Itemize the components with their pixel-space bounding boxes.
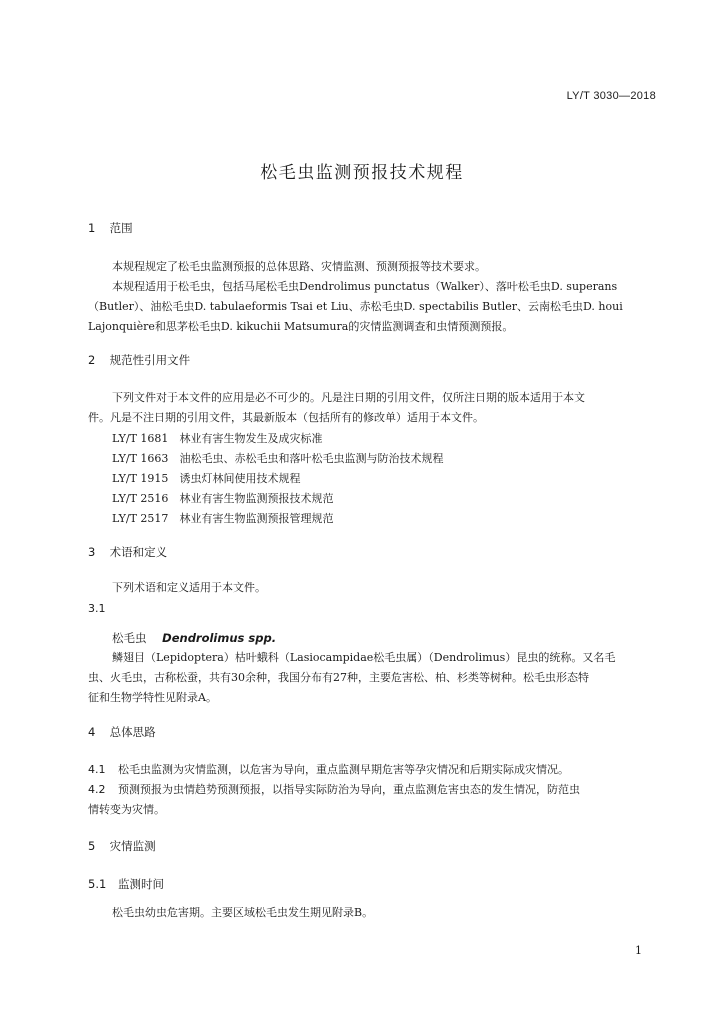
paragraph-line: （Butler）、油松毛虫D. tabulaeformis Tsai et Liu、赤松毛虫D. spectabilis Butler、云南松毛虫D. houi <box>88 300 623 313</box>
standard-code: LY/T 3030—2018 <box>566 90 656 102</box>
section-2-heading <box>88 352 190 368</box>
clause-text: 松毛虫监测为灾情监测，以危害为导向，重点监测早期危害等孕灾情况和后期实际成灾情况。 <box>118 763 569 776</box>
section-number: 4 <box>88 725 96 739</box>
section-number: 3 <box>88 545 96 559</box>
paragraph-line: 松毛虫幼虫危害期。主要区域松毛虫发生期见附录B。 <box>112 906 374 919</box>
section-number: 5 <box>88 839 96 853</box>
reference-item <box>112 430 323 446</box>
page-number: 1 <box>635 944 642 957</box>
reference-code: LY/T 1915 <box>112 472 169 485</box>
clause-4-2 <box>88 780 658 800</box>
document-title: 松毛虫监测预报技术规程 <box>260 163 464 183</box>
reference-code: LY/T 2516 <box>112 492 169 505</box>
subsection-number: 5.1 <box>88 877 107 891</box>
paragraph-line: 下列文件对于本文件的应用是必不可少的。凡是注日期的引用文件，仅所注日期的版本适用于本文 <box>112 391 585 404</box>
reference-title: 诱虫灯林间使用技术规程 <box>179 472 301 485</box>
section-5-body <box>88 903 658 923</box>
term-latin: Dendrolimus spp. <box>162 631 277 645</box>
reference-code: LY/T 2517 <box>112 512 169 525</box>
term-definition <box>88 648 658 708</box>
section-3-intro <box>88 578 658 598</box>
section-title: 范围 <box>109 221 133 235</box>
section-2-body <box>88 388 658 428</box>
reference-title: 林业有害生物监测预报管理规范 <box>179 512 334 525</box>
paragraph-line: 本规程规定了松毛虫监测预报的总体思路、灾情监测、预测预报等技术要求。 <box>112 260 486 273</box>
reference-title: 林业有害生物监测预报技术规范 <box>179 492 334 505</box>
paragraph-line: 本规程适用于松毛虫，包括马尾松毛虫Dendrolimus punctatus（Walker）、落叶松毛虫D. superans <box>112 280 618 293</box>
reference-item <box>112 450 444 466</box>
section-number: 1 <box>88 221 96 235</box>
clause-text: 预测预报为虫情趋势预测预报，以指导实际防治为导向，重点监测危害虫态的发生情况，防范虫 <box>118 783 580 796</box>
reference-code: LY/T 1663 <box>112 452 169 465</box>
reference-item <box>112 490 334 506</box>
reference-item <box>112 470 301 486</box>
term-chinese: 松毛虫 <box>112 631 147 645</box>
term-entry <box>112 630 276 646</box>
section-title: 术语和定义 <box>109 545 168 559</box>
paragraph-line: 下列术语和定义适用于本文件。 <box>112 581 266 594</box>
section-title: 灾情监测 <box>109 839 156 853</box>
clause-number: 4.2 <box>88 783 106 796</box>
subclause-number: 3.1 <box>88 602 106 615</box>
paragraph-line: 征和生物学特性见附录A。 <box>88 691 217 704</box>
section-4-heading <box>88 724 156 740</box>
section-title: 规范性引用文件 <box>109 353 191 367</box>
section-4-body <box>88 760 658 820</box>
section-number: 2 <box>88 353 96 367</box>
subsection-5-1-heading <box>88 876 164 892</box>
paragraph-line: 件。凡是不注日期的引用文件，其最新版本（包括所有的修改单）适用于本文件。 <box>88 411 484 424</box>
paragraph-line: 情转变为灾情。 <box>88 803 165 816</box>
reference-item <box>112 510 334 526</box>
section-1-heading <box>88 220 133 236</box>
section-title: 总体思路 <box>109 725 156 739</box>
clause-4-1 <box>88 760 658 780</box>
paragraph-line: Lajonquière和思茅松毛虫D. kikuchii Matsumura的灾情监测调查和虫情预测预报。 <box>88 320 514 333</box>
section-5-heading <box>88 838 156 854</box>
section-1-body <box>88 257 658 337</box>
paragraph-line: 鳞翅目（Lepidoptera）枯叶蛾科（Lasiocampidae松毛虫属）（Dendrolimus）昆虫的统称。又名毛 <box>112 651 616 664</box>
paragraph-line: 虫、火毛虫，古称松蚕，共有30余种，我国分布有27种，主要危害松、柏、杉类等树种。松毛虫形态特 <box>88 671 589 684</box>
reference-title: 林业有害生物发生及成灾标准 <box>179 432 323 445</box>
section-3-heading <box>88 544 167 560</box>
subsection-title: 监测时间 <box>118 877 164 891</box>
reference-title: 油松毛虫、赤松毛虫和落叶松毛虫监测与防治技术规程 <box>179 452 444 465</box>
clause-number: 4.1 <box>88 763 106 776</box>
reference-code: LY/T 1681 <box>112 432 169 445</box>
